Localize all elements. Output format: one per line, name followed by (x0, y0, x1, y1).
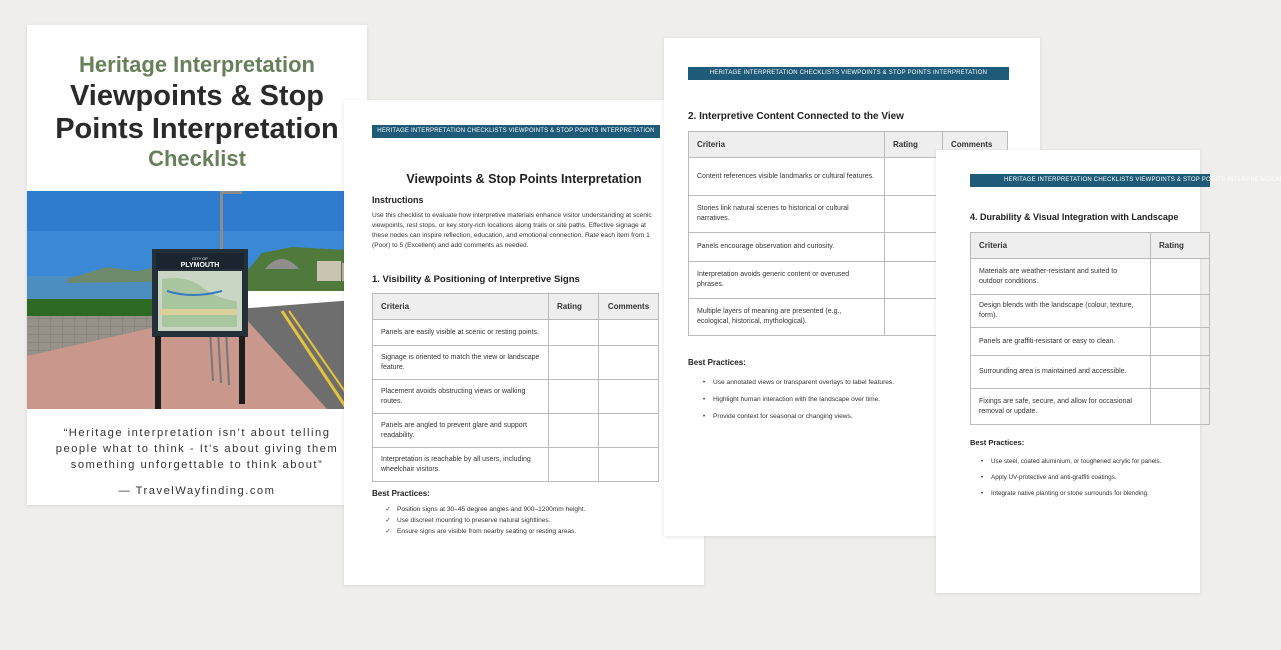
table-row (373, 414, 659, 448)
checklist-page-3 (936, 150, 1281, 593)
checkmark-icon: ✓ (385, 506, 391, 513)
table-row (373, 346, 659, 380)
rating-cell[interactable] (885, 233, 943, 262)
criteria-cell: Panels are easily visible at scenic or resting points. (373, 320, 549, 346)
list-item (976, 470, 1161, 486)
bullet-icon: • (980, 458, 984, 465)
cover-photo (27, 191, 367, 409)
table-row (373, 320, 659, 346)
criteria-cell: Stories link natural scenes to historical or cultural narratives. (689, 196, 885, 233)
page-title: Viewpoints & Stop Points Interpretation (406, 172, 642, 186)
best-practices-list (976, 454, 1161, 502)
sign-name-text: PLYMOUTH (180, 262, 220, 269)
criteria-cell: Signage is oriented to match the view or landscape feature. (373, 346, 549, 380)
checkmark-icon: ✓ (385, 528, 391, 535)
comments-cell[interactable] (599, 320, 659, 346)
page-banner: HERITAGE INTERPRETATION CHECKLISTS VIEWPOINTS & STOP POINTS INTERPRETATION (688, 67, 1009, 80)
instructions-text: Use this checklist to evaluate how interpretive materials enhance visitor understanding at scenic viewpoints, rest stops, or key story-rich locations along trails or site paths. Effective signage at these nodes can inspire reflection, education, and emotional connection. Rate each item from 1 (Poor) to 5 (Excellent) and add comments as needed. (372, 212, 652, 249)
list-item-text: Integrate native planting or stone surrounds for blending. (991, 490, 1149, 497)
table-row (373, 380, 659, 414)
list-item (382, 504, 585, 515)
list-item (698, 408, 894, 425)
rating-cell[interactable] (549, 320, 599, 346)
col-criteria: Criteria (971, 233, 1151, 259)
criteria-cell: Materials are weather-resistant and suited to outdoor conditions. (971, 259, 1151, 295)
section-heading: 4. Durability & Visual Integration with Landscape (970, 212, 1179, 222)
best-practices-heading: Best Practices: (970, 438, 1025, 447)
criteria-table (372, 293, 659, 482)
criteria-cell: Design blends with the landscape (colour, texture, form). (971, 295, 1151, 328)
list-item-text: Ensure signs are visible from nearby seating or resting areas. (397, 528, 577, 535)
list-item (382, 515, 585, 526)
criteria-cell: Content references visible landmarks or cultural features. (689, 158, 885, 196)
list-item (976, 486, 1161, 502)
best-practices-heading: Best Practices: (372, 489, 430, 498)
criteria-cell: Placement avoids obstructing views or walking routes. (373, 380, 549, 414)
criteria-cell: Panels are angled to prevent glare and support readability. (373, 414, 549, 448)
rating-cell[interactable] (549, 346, 599, 380)
table-row (971, 356, 1210, 389)
rating-cell[interactable] (1151, 389, 1210, 425)
list-item (698, 391, 894, 408)
list-item (698, 374, 894, 391)
col-comments: Comments (599, 294, 659, 320)
sign-small-text: CITY OF (192, 256, 208, 261)
rating-cell[interactable] (1151, 328, 1210, 356)
list-item-text: Use annotated views or transparent overlays to label features. (713, 379, 895, 386)
list-item-text: Position signs at 30–45 degree angles and 900–1200mm height. (397, 506, 586, 513)
comments-cell[interactable] (599, 448, 659, 482)
criteria-cell: Multiple layers of meaning are presented (e.g., ecological, historical, mythological). (689, 299, 885, 336)
cover-quote: “Heritage interpretation isn’t about telling people what to think - It’s about giving them something unforgettable to think about” (55, 427, 339, 471)
section-heading: 1. Visibility & Positioning of Interpretive Signs (372, 274, 580, 285)
cover-title-line2: Viewpoints & Stop (69, 80, 325, 112)
rating-cell[interactable] (549, 414, 599, 448)
table-header-row (373, 294, 659, 320)
criteria-table (970, 232, 1210, 425)
rating-cell[interactable] (1151, 295, 1210, 328)
list-item-text: Highlight human interaction with the landscape over time. (713, 396, 881, 403)
criteria-cell: Panels are graffiti-resistant or easy to clean. (971, 328, 1151, 356)
rating-cell[interactable] (549, 380, 599, 414)
cover-title-line1: Heritage Interpretation (79, 52, 315, 77)
rating-cell[interactable] (1151, 356, 1210, 389)
col-criteria: Criteria (373, 294, 549, 320)
checklist-page-1 (344, 100, 704, 585)
page-banner: HERITAGE INTERPRETATION CHECKLISTS VIEWPOINTS & STOP POINTS INTERPRETATION (970, 174, 1210, 187)
table-header-row (971, 233, 1210, 259)
col-comments: Comments (943, 132, 1008, 158)
criteria-cell: Interpretation is reachable by all users, including wheelchair visitors. (373, 448, 549, 482)
list-item (382, 526, 585, 537)
comments-cell[interactable] (599, 414, 659, 448)
rating-cell[interactable] (885, 262, 943, 299)
bullet-icon: • (702, 379, 706, 386)
table-row (971, 259, 1210, 295)
col-rating: Rating (549, 294, 599, 320)
criteria-cell: Panels encourage observation and curiosity. (689, 233, 885, 262)
bullet-icon: • (702, 396, 706, 403)
list-item-text: Provide context for seasonal or changing views. (713, 413, 853, 420)
rating-cell[interactable] (885, 196, 943, 233)
rating-cell[interactable] (549, 448, 599, 482)
bullet-icon: • (980, 490, 984, 497)
bullet-icon: • (980, 474, 984, 481)
checkmark-icon: ✓ (385, 517, 391, 524)
bullet-icon: • (702, 413, 706, 420)
best-practices-list (698, 374, 894, 425)
page-banner: HERITAGE INTERPRETATION CHECKLISTS VIEWPOINTS & STOP POINTS INTERPRETATION (372, 125, 660, 138)
comments-cell[interactable] (599, 380, 659, 414)
rating-cell[interactable] (885, 299, 943, 336)
criteria-cell: Fixings are safe, secure, and allow for occasional removal or update. (971, 389, 1151, 425)
comments-cell[interactable] (599, 346, 659, 380)
criteria-cell: Interpretation avoids generic content or overused phrases. (689, 262, 885, 299)
col-criteria: Criteria (689, 132, 885, 158)
cover-page (27, 25, 367, 505)
table-row (971, 389, 1210, 425)
table-row (373, 448, 659, 482)
table-row (971, 328, 1210, 356)
criteria-cell: Surrounding area is maintained and accessible. (971, 356, 1151, 389)
list-item (976, 454, 1161, 470)
best-practices-list (382, 504, 585, 537)
list-item-text: Apply UV-protective and anti-graffiti coatings. (991, 474, 1117, 481)
rating-cell[interactable] (885, 158, 943, 196)
list-item-text: Use steel, coated aluminium, or toughened acrylic for panels. (991, 458, 1162, 465)
table-row (971, 295, 1210, 328)
cover-attribution: — TravelWayfinding.com (118, 485, 276, 497)
cover-title-line3: Points Interpretation (55, 113, 339, 145)
cover-title-line4: Checklist (148, 146, 246, 171)
section-heading: 2. Interpretive Content Connected to the View (688, 111, 904, 122)
best-practices-heading: Best Practices: (688, 358, 746, 367)
col-rating: Rating (1151, 233, 1210, 259)
list-item-text: Use discreet mounting to preserve natural sightlines. (397, 517, 551, 524)
cover-title-main (27, 80, 367, 146)
rating-cell[interactable] (1151, 259, 1210, 295)
instructions-heading: Instructions (372, 195, 424, 205)
col-rating: Rating (885, 132, 943, 158)
